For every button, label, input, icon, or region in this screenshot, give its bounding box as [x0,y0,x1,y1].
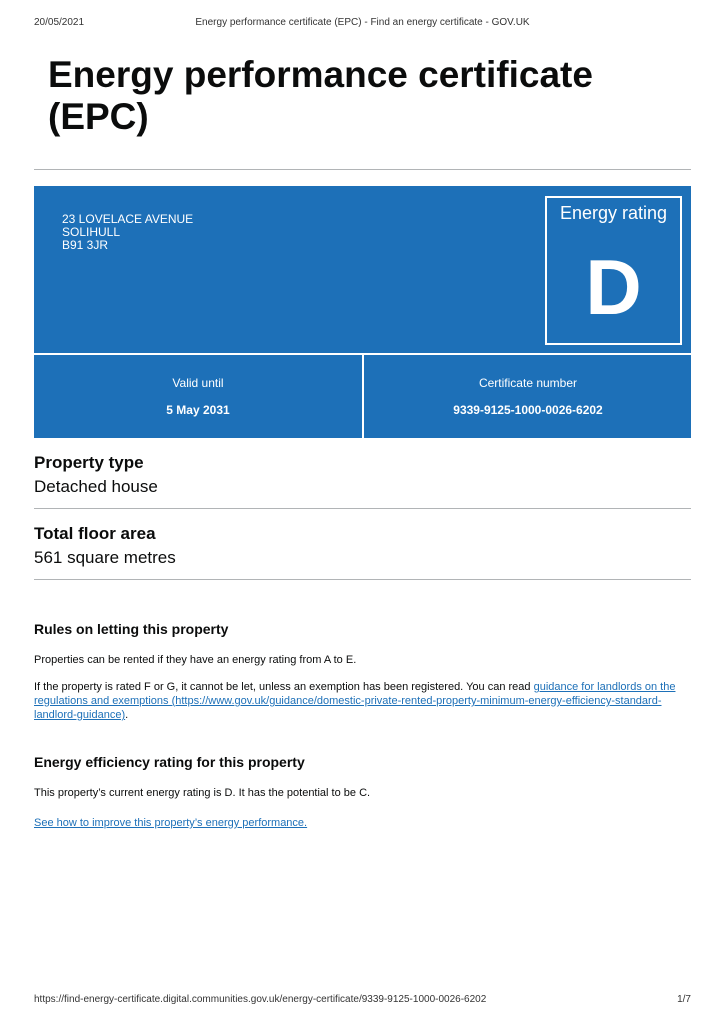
landlord-guidance-link[interactable]: guidance for landlords on the regulations and exemptions (https://www.gov.uk/guidance/domestic-private-rented-property-minimum-energy-efficiency-standard-landlord-guidance) [34,681,676,721]
print-page-title: Energy performance certificate (EPC) - Find an energy certificate - GOV.UK [195,17,530,28]
property-type-divider [34,508,691,509]
energy-rating-letter: D [585,243,642,331]
valid-until-label: Valid until [172,376,224,390]
print-footer [34,994,691,1008]
property-type-label: Property type [34,453,144,472]
valid-until-cell [34,355,362,438]
improve-performance-link[interactable]: See how to improve this property’s energy performance. [34,817,308,829]
energy-efficiency-heading: Energy efficiency rating for this property [34,754,305,770]
address-line-postcode: B91 3JR [62,238,109,252]
title-divider [34,169,691,170]
print-header [34,17,691,31]
letting-rules-paragraph-1: Properties can be rented if they have an energy rating from A to E. [34,654,357,666]
certificate-number-label: Certificate number [478,376,578,390]
property-type-value: Detached house [34,477,158,496]
certificate-number-cell [364,355,692,438]
letting-rules-heading: Rules on letting this property [34,621,229,637]
energy-efficiency-paragraph: This property’s current energy rating is D. It has the potential to be C. [34,787,371,799]
letting-rules-paragraph-2-end: . [125,709,129,721]
property-address [62,213,193,252]
epc-summary-box [34,186,691,438]
floor-area-divider [34,579,691,580]
valid-until-value: 5 May 2031 [166,403,230,417]
certificate-number-value: 9339-9125-1000-0026-6202 [453,403,603,417]
letting-rules-paragraph-2-text: If the property is rated F or G, it cannot be let, unless an exemption has been registered. You can read [34,681,534,693]
page-title: Energy performance certificate (EPC) [48,54,593,137]
print-date: 20/05/2021 [34,17,85,28]
energy-rating-card [545,196,682,345]
address-line-street: 23 LOVELACE AVENUE [62,212,194,226]
print-url: https://find-energy-certificate.digital.communities.gov.uk/energy-certificate/9339-9125-1000-0026-6202 [34,994,487,1005]
floor-area-value: 561 square metres [34,548,176,567]
letting-rules-paragraph-2 [34,680,694,722]
address-line-town: SOLIHULL [62,225,121,239]
print-page-number: 1/7 [677,994,691,1005]
floor-area-label: Total floor area [34,524,156,543]
energy-rating-label: Energy rating [559,203,668,223]
